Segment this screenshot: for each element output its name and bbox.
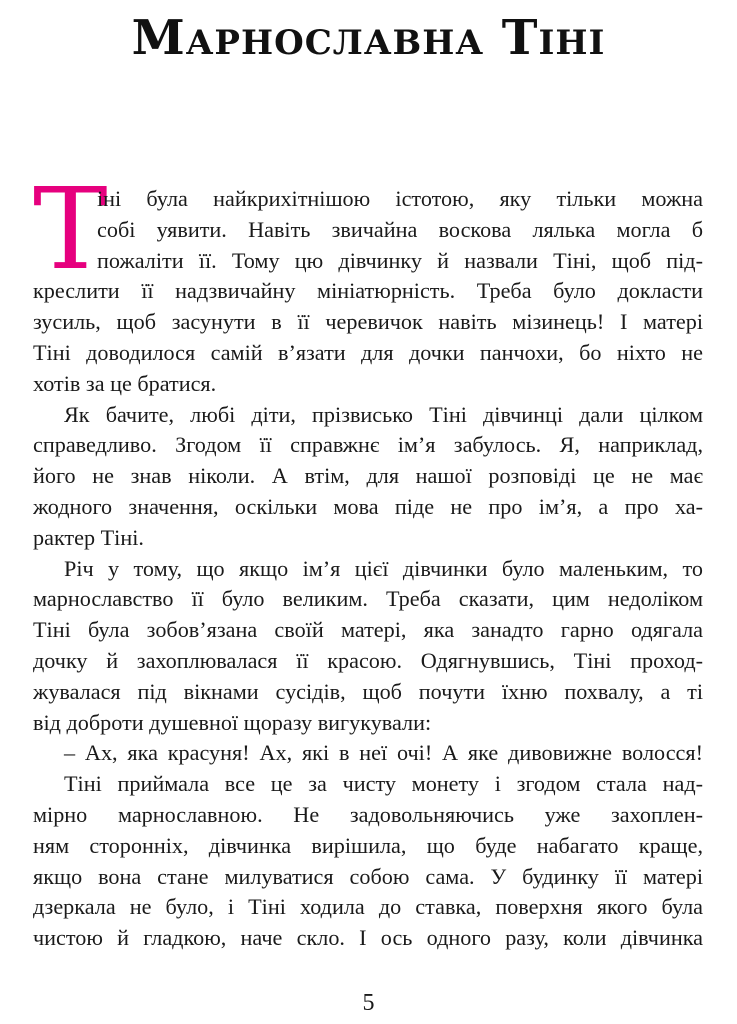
text-line: собі уявити. Навіть звичайна воскова лялька могла б [97,216,703,242]
text-line: Річ у тому, що якщо ім’я цієї дівчинки було маленьким, то [64,555,703,581]
text-line: жувалася під вікнами сусідів, щоб почути їхню похвалу, а ті [33,678,703,704]
body-text [33,165,703,954]
page-number: 5 [362,990,375,1016]
text-line: справедливо. Згодом її справжнє ім’я забулось. Я, наприклад, [33,432,703,458]
text-line: від доброти душевної щоразу вигукували: [33,709,432,735]
text-line: іні була найкрихітнішою істотою, яку тільки можна [97,186,703,211]
text-line: дочку й захоплювалася її красою. Одягнувшись, Тіні проход- [33,647,703,673]
text-line: хотів за це братися. [33,370,217,396]
text-line: ням сторонніх, дівчинка вирішила, що буде набагато краще, [33,832,703,858]
text-line: рактер Тіні. [33,524,144,550]
text-line: мірно марнославною. Не задовольняючись уже захоплен- [33,801,703,827]
text-line: креслити її надзвичайну мініатюрність. Треба було докласти [33,278,703,304]
text-line: Тіні була зобов’язана своїй матері, яка занадто гарно одягала [33,617,703,643]
drop-cap: Т [33,165,108,295]
text-line: пожаліти її. Тому цю дівчинку й назвали Тіні, щоб під- [97,247,703,273]
text-line: Як бачите, любі діти, прізвисько Тіні дівчинці дали цілком [64,401,703,427]
text-line: Тіні доводилося самій в’язати для дочки панчохи, бо ніхто не [33,339,703,365]
text-line: дзеркала не було, і Тіні ходила до ставка, поверхня якого була [33,894,703,920]
text-line: його не знав ніколи. А втім, для нашої розповіді це не має [33,463,703,489]
page-title: Марнославна Тіні [131,10,606,66]
text-line: чистою й гладкою, наче скло. І ось одного разу, коли дівчинка [33,925,703,951]
text-line: зусиль, щоб засунути в її черевичок навіть мізинець! І матері [33,309,703,335]
text-line: Тіні приймала все це за чисту монету і згодом стала над- [64,771,703,797]
text-line: – Ах, яка красуня! Ах, які в неї очі! А яке дивовижне волосся! [64,740,703,766]
text-line: марнославство її було великим. Треба сказати, цим недоліком [33,586,703,612]
text-line: якщо вона стане милуватися собою сама. У будинку її матері [33,863,703,889]
text-line: жодного значення, оскільки мова піде не про ім’я, а про ха- [33,493,703,519]
